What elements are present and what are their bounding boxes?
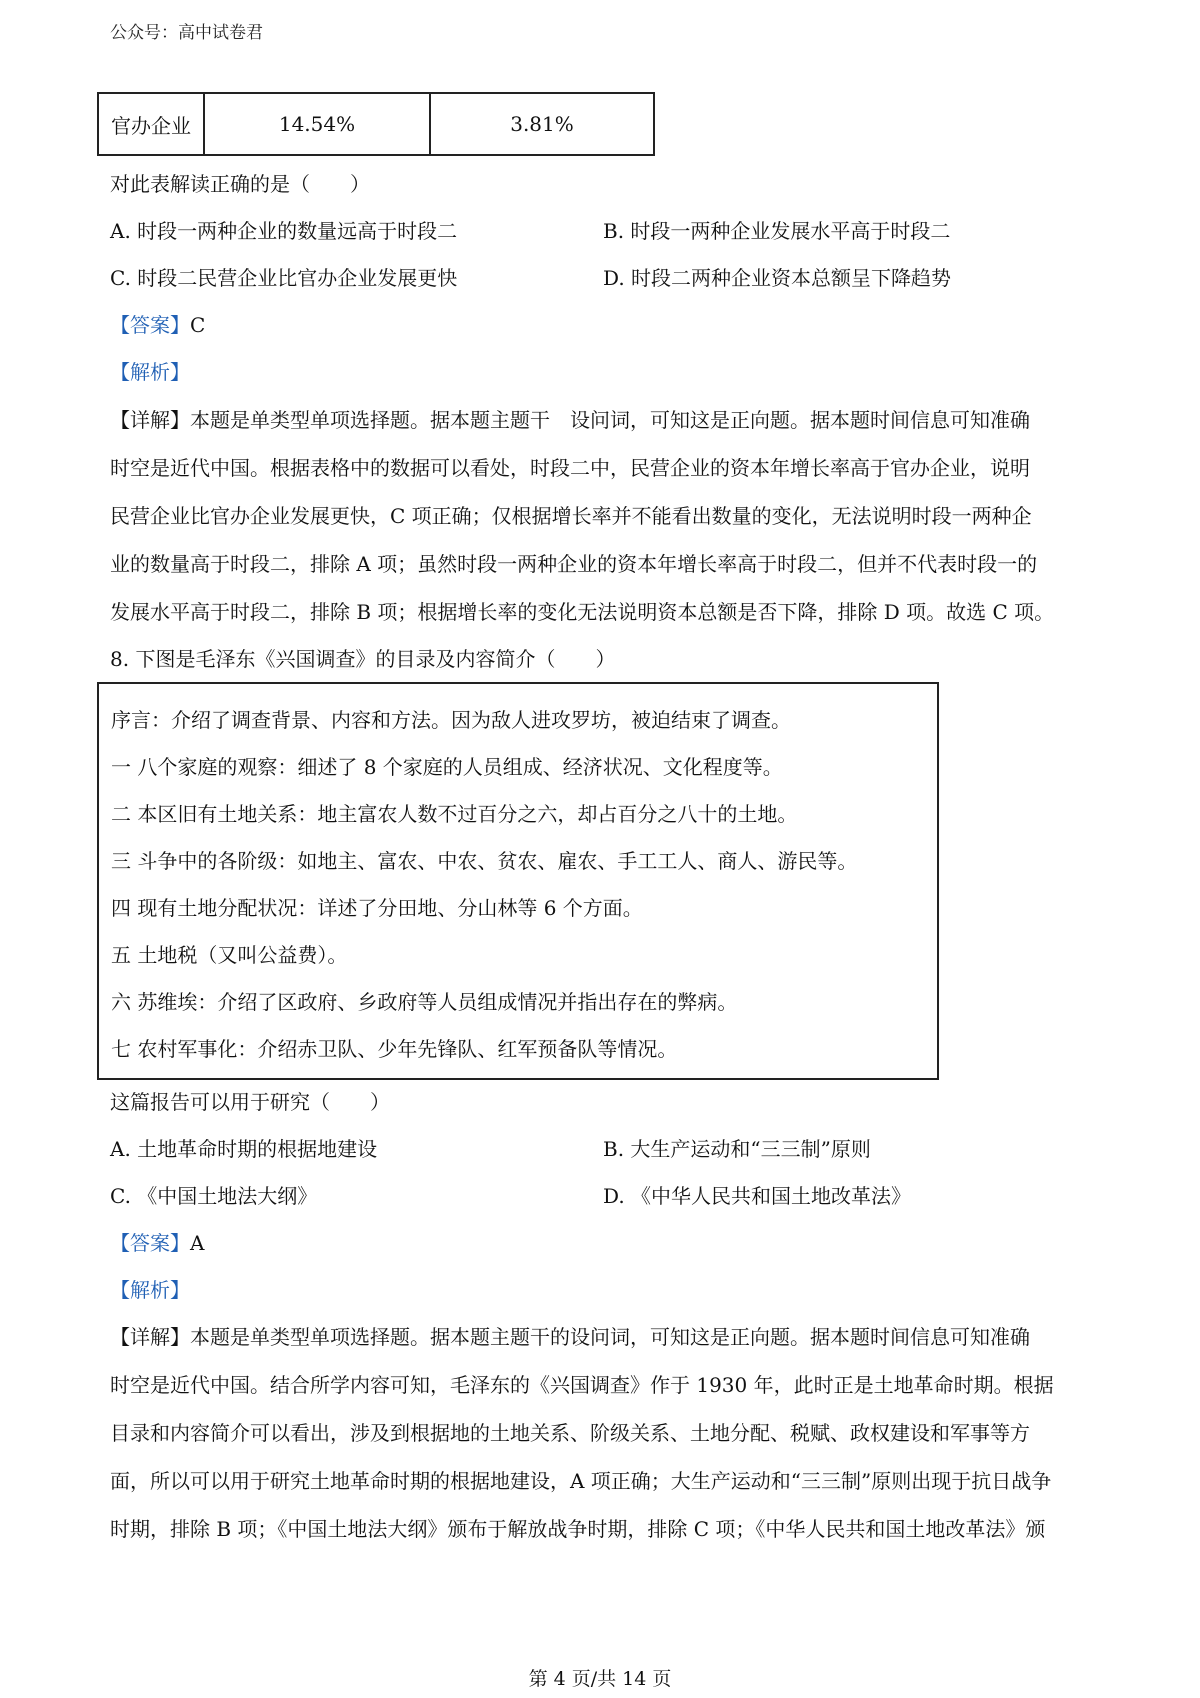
contents-line: 六 苏维埃：介绍了区政府、乡政府等人员组成情况并指出存在的弊病。 (111, 990, 738, 1014)
table-cell-period2: 3.81% (430, 93, 654, 155)
data-table-fragment (97, 92, 655, 156)
answer-value: A (190, 1231, 205, 1255)
detail-tag: 【详解】 (110, 1325, 190, 1349)
q8-option-d: D. 《中华人民共和国土地改革法》 (603, 1184, 912, 1208)
q7-option-c: C. 时段二民营企业比官办企业发展更快 (110, 266, 458, 290)
table-row (98, 93, 654, 155)
q8-option-c: C. 《中国土地法大纲》 (110, 1184, 318, 1208)
detail-line: 发展水平高于时段二，排除 B 项；根据增长率的变化无法说明资本总额是否下降，排除 D 项。故选 C 项。 (110, 600, 1055, 624)
contents-line: 三 斗争中的各阶级：如地主、富农、中农、贫农、雇农、手工工人、商人、游民等。 (111, 849, 858, 873)
detail-text: 本题是单类型单项选择题。据本题主题干 设问词，可知这是正向题。据本题时间信息可知准确 (190, 408, 1030, 432)
detail-line: 面，所以可以用于研究土地革命时期的根据地建设，A 项正确；大生产运动和“三三制”原则出现于抗日战争 (110, 1469, 1052, 1493)
answer-tag: 【答案】 (110, 313, 190, 337)
table-cell-label: 官办企业 (98, 93, 204, 155)
q8-option-b: B. 大生产运动和“三三制”原则 (603, 1137, 871, 1161)
q8-contents-box (97, 682, 939, 1080)
detail-line: 时期，排除 B 项；《中国土地法大纲》颁布于解放战争时期，排除 C 项；《中华人民共和国土地改革法》颁 (110, 1517, 1046, 1541)
detail-text: 本题是单类型单项选择题。据本题主题干的设问词，可知这是正向题。据本题时间信息可知准确 (190, 1325, 1030, 1349)
detail-line: 时空是近代中国。结合所学内容可知，毛泽东的《兴国调查》作于 1930 年，此时正是土地革命时期。根据 (110, 1373, 1054, 1397)
q8-stem: 8. 下图是毛泽东《兴国调查》的目录及内容简介（ ） (110, 647, 616, 671)
q7-option-b: B. 时段一两种企业发展水平高于时段二 (603, 219, 951, 243)
q8-detail (110, 1313, 1100, 1553)
q8-option-a: A. 土地革命时期的根据地建设 (110, 1137, 378, 1161)
page-footer-number: 第 4 页/共 14 页 (528, 1668, 672, 1690)
q7-answer (110, 313, 205, 337)
detail-line: 业的数量高于时段二，排除 A 项；虽然时段一两种企业的资本年增长率高于时段二，但并不代表时段一的 (110, 552, 1038, 576)
q7-option-a: A. 时段一两种企业的数量远高于时段二 (110, 219, 458, 243)
contents-line: 四 现有土地分配状况：详述了分田地、分山林等 6 个方面。 (111, 896, 643, 920)
q7-stem: 对此表解读正确的是（ ） (110, 172, 370, 196)
detail-line: 民营企业比官办企业发展更快，C 项正确；仅根据增长率并不能看出数量的变化，无法说明时段一两种企 (110, 504, 1032, 528)
q7-analysis-tag: 【解析】 (110, 360, 190, 384)
answer-value: C (190, 313, 206, 337)
contents-line: 一 八个家庭的观察：细述了 8 个家庭的人员组成、经济状况、文化程度等。 (111, 755, 783, 779)
detail-line: 目录和内容简介可以看出，涉及到根据地的土地关系、阶级关系、土地分配、税赋、政权建设和军事等方 (110, 1421, 1030, 1445)
detail-tag: 【详解】 (110, 408, 190, 432)
contents-line: 序言：介绍了调查背景、内容和方法。因为敌人进攻罗坊，被迫结束了调查。 (111, 708, 791, 732)
detail-line: 时空是近代中国。根据表格中的数据可以看处，时段二中，民营企业的资本年增长率高于官办企业，说明 (110, 456, 1030, 480)
contents-line: 七 农村军事化：介绍赤卫队、少年先锋队、红军预备队等情况。 (111, 1037, 678, 1061)
detail-line (110, 396, 1100, 444)
page-header-source: 公众号：高中试卷君 (110, 23, 263, 43)
q8-question: 这篇报告可以用于研究（ ） (110, 1090, 390, 1114)
answer-tag: 【答案】 (110, 1231, 190, 1255)
q8-analysis-tag: 【解析】 (110, 1278, 190, 1302)
q7-detail (110, 396, 1100, 636)
detail-line (110, 1313, 1100, 1361)
q8-answer (110, 1231, 204, 1255)
q7-option-d: D. 时段二两种企业资本总额呈下降趋势 (603, 266, 952, 290)
table-cell-period1: 14.54% (204, 93, 430, 155)
contents-line: 二 本区旧有土地关系：地主富农人数不过百分之六，却占百分之八十的土地。 (111, 802, 798, 826)
contents-line: 五 土地税（又叫公益费）。 (111, 943, 348, 967)
